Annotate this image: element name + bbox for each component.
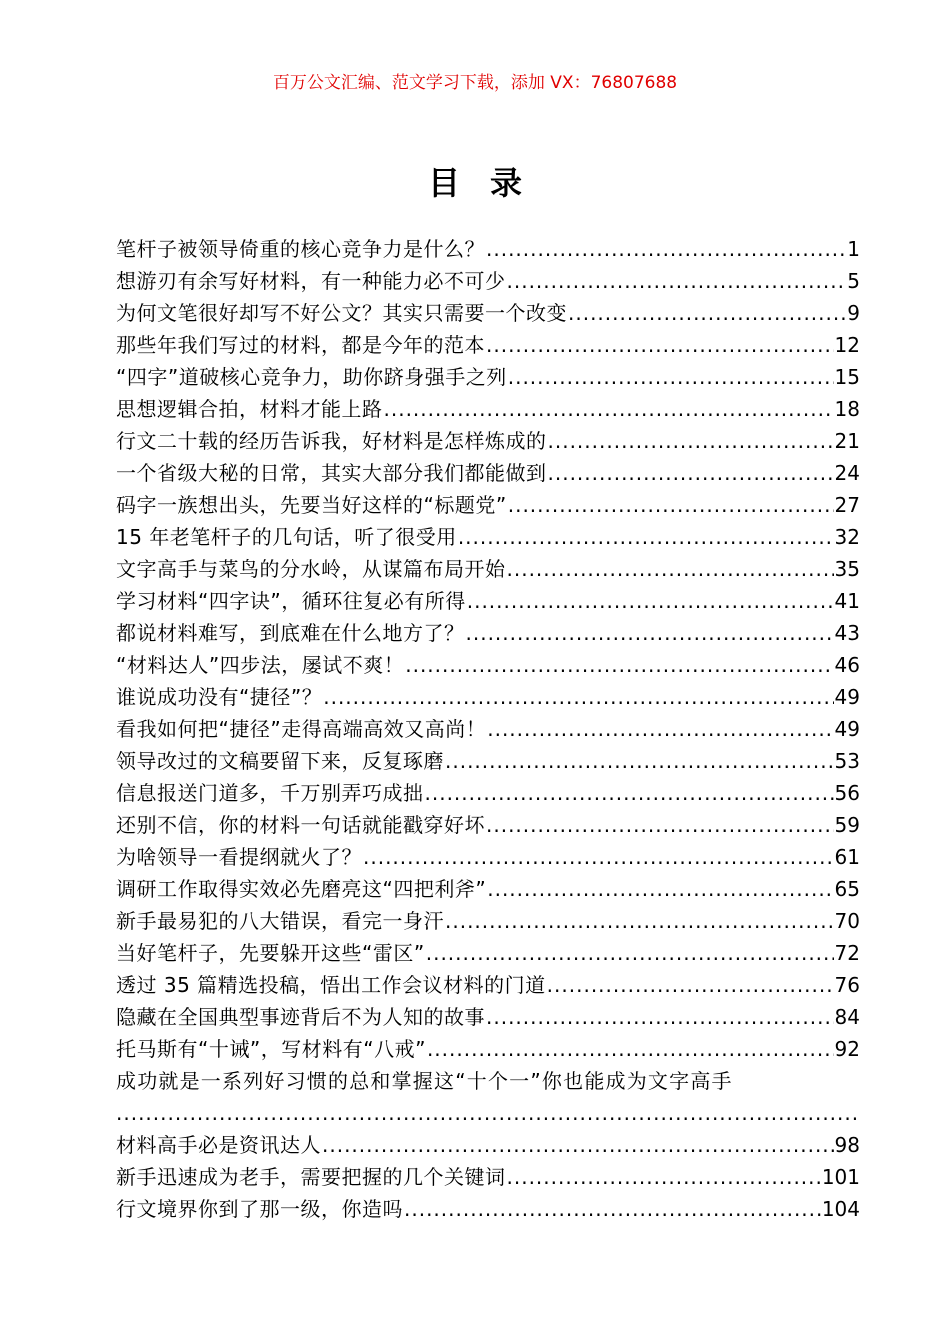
toc-entry-title: 透过 35 篇精选投稿，悟出工作会议材料的门道 (116, 973, 546, 997)
toc-entry-page-number: 9 (847, 301, 860, 325)
toc-leader-dots (384, 393, 834, 425)
toc-entry-page-number: 12 (834, 333, 860, 357)
table-of-contents (116, 233, 860, 1225)
toc-entry-title: 隐藏在全国典型事迹背后不为人知的故事 (116, 1005, 485, 1029)
toc-entry-title: “四字”道破核心竞争力，助你跻身强手之列 (116, 365, 507, 389)
toc-leader-dots (404, 1193, 821, 1225)
toc-entry-title: 看我如何把“捷径”走得高端高效又高尚！ (116, 717, 487, 741)
toc-leader-dots (547, 969, 834, 1001)
toc-entry[interactable] (116, 329, 860, 361)
toc-entry[interactable] (116, 681, 860, 713)
toc-entry[interactable] (116, 1129, 860, 1161)
toc-entry[interactable] (116, 585, 860, 617)
toc-entry[interactable] (116, 905, 860, 937)
toc-entry[interactable] (116, 777, 860, 809)
toc-leader-dots (486, 329, 834, 361)
toc-leader-dots (486, 233, 846, 265)
toc-entry-title: 思想逻辑合拍，材料才能上路 (116, 397, 383, 421)
toc-entry-page-number: 49 (834, 717, 860, 741)
toc-entry-page-number: 70 (834, 909, 860, 933)
toc-entry-page-number: 49 (834, 685, 860, 709)
toc-entry[interactable] (116, 649, 860, 681)
toc-entry[interactable] (116, 297, 860, 329)
toc-entry-page-number: 92 (834, 1037, 860, 1061)
toc-entry[interactable] (116, 425, 860, 457)
toc-entry-page-number: 35 (834, 557, 860, 581)
toc-entry-page-number: 1 (847, 237, 860, 261)
toc-entry-page-number: 65 (834, 877, 860, 901)
toc-entry-title: 笔杆子被领导倚重的核心竞争力是什么？ (116, 237, 485, 261)
page-title: 目录 (427, 164, 552, 202)
toc-entry-page-number: 101 (821, 1165, 860, 1189)
toc-leader-dots (405, 649, 833, 681)
toc-entry[interactable] (116, 457, 860, 489)
toc-leader-dots (507, 1161, 821, 1193)
toc-leader-dots (445, 745, 834, 777)
toc-leader-dots (458, 521, 834, 553)
toc-entry-page-number: 56 (834, 781, 860, 805)
toc-entry[interactable] (116, 1033, 860, 1065)
toc-entry-page-number: 32 (834, 525, 860, 549)
toc-entry-title: 行文二十载的经历告诉我，好材料是怎样炼成的 (116, 429, 547, 453)
toc-entry-page-number: 53 (834, 749, 860, 773)
toc-leader-dots (507, 553, 834, 585)
toc-leader-dots (445, 905, 834, 937)
toc-leader-dots (508, 361, 834, 393)
toc-leader-dots (548, 425, 834, 457)
toc-entry-title: 成功就是一系列好习惯的总和掌握这“十个一”你也能成为文字高手 (116, 1069, 733, 1093)
toc-entry[interactable] (116, 1065, 860, 1129)
toc-entry-title: 为何文笔很好却写不好公文？其实只需要一个改变 (116, 301, 567, 325)
toc-entry[interactable] (116, 617, 860, 649)
toc-leader-dots (323, 681, 833, 713)
toc-entry-title: 15 年老笔杆子的几句话，听了很受用 (116, 525, 457, 549)
toc-entry[interactable] (116, 1001, 860, 1033)
toc-entry-page-number: 76 (834, 973, 860, 997)
toc-entry[interactable] (116, 553, 860, 585)
toc-entry[interactable] (116, 1161, 860, 1193)
toc-entry-title: 谁说成功没有“捷径”？ (116, 685, 323, 709)
toc-entry-page-number: 21 (834, 429, 860, 453)
toc-entry-title: 信息报送门道多，千万别弄巧成拙 (116, 781, 424, 805)
toc-entry-page-number: 61 (834, 845, 860, 869)
toc-leader-dots (508, 489, 834, 521)
toc-entry-page-number: 98 (834, 1133, 860, 1157)
toc-entry-title: 想游刃有余写好材料，有一种能力必不可少 (116, 269, 506, 293)
toc-entry-title: 新手迅速成为老手，需要把握的几个关键词 (116, 1165, 506, 1189)
toc-leader-dots (487, 713, 833, 745)
toc-entry-title: 新手最易犯的八大错误，看完一身汗 (116, 909, 444, 933)
toc-entry-page-number: 84 (834, 1005, 860, 1029)
toc-leader-dots (427, 1033, 834, 1065)
toc-entry-title: 当好笔杆子，先要躲开这些“雷区” (116, 941, 425, 965)
toc-entry-title: 材料高手必是资讯达人 (116, 1133, 321, 1157)
toc-entry-title: 为啥领导一看提纲就火了？ (116, 845, 362, 869)
toc-leader-dots (507, 265, 847, 297)
toc-entry-page-number: 27 (834, 493, 860, 517)
toc-entry[interactable] (116, 841, 860, 873)
toc-entry[interactable] (116, 969, 860, 1001)
toc-entry-page-number: 59 (834, 813, 860, 837)
toc-entry-page-number: 15 (834, 365, 860, 389)
header-note: 百万公文汇编、范文学习下载，添加 VX：76807688 (272, 73, 678, 93)
toc-leader-dots (486, 809, 834, 841)
toc-entry-title: 都说材料难写，到底难在什么地方了？ (116, 621, 465, 645)
toc-entry-title: 文字高手与菜鸟的分水岭，从谋篇布局开始 (116, 557, 506, 581)
toc-entry-page-number: 24 (834, 461, 860, 485)
toc-entry[interactable] (116, 713, 860, 745)
toc-entry[interactable] (116, 233, 860, 265)
toc-entry[interactable] (116, 873, 860, 905)
toc-entry[interactable] (116, 809, 860, 841)
toc-entry-page-number: 41 (834, 589, 860, 613)
toc-entry-title: 行文境界你到了那一级，你造吗 (116, 1197, 403, 1221)
toc-leader-dots (116, 1097, 859, 1129)
toc-entry-title: 托马斯有“十诫”，写材料有“八戒” (116, 1037, 426, 1061)
toc-entry-title: 学习材料“四字诀”，循环往复必有所得 (116, 589, 466, 613)
toc-entry-page-number: 104 (821, 1197, 860, 1221)
toc-entry-page-number: 5 (847, 269, 860, 293)
toc-leader-dots (486, 1001, 834, 1033)
toc-entry[interactable] (116, 521, 860, 553)
toc-leader-dots (363, 841, 834, 873)
toc-leader-dots (322, 1129, 834, 1161)
toc-leader-dots (426, 937, 834, 969)
toc-entry-title: “材料达人”四步法，屡试不爽！ (116, 653, 405, 677)
toc-entry-page-number: 72 (834, 941, 860, 965)
toc-entry[interactable] (116, 489, 860, 521)
toc-entry[interactable] (116, 265, 860, 297)
toc-entry-title: 调研工作取得实效必先磨亮这“四把利斧” (116, 877, 487, 901)
toc-entry-page-number: 46 (834, 653, 860, 677)
toc-entry-page-number: 18 (834, 397, 860, 421)
toc-leader-dots (466, 617, 834, 649)
toc-entry-title: 还别不信，你的材料一句话就能戳穿好坏 (116, 813, 485, 837)
toc-entry[interactable] (116, 361, 860, 393)
toc-entry-page-number: 43 (834, 621, 860, 645)
toc-entry[interactable] (116, 393, 860, 425)
toc-entry[interactable] (116, 1193, 860, 1225)
toc-entry-title: 领导改过的文稿要留下来，反复琢磨 (116, 749, 444, 773)
toc-leader-dots (467, 585, 834, 617)
toc-entry[interactable] (116, 937, 860, 969)
toc-leader-dots (548, 457, 834, 489)
toc-leader-dots (487, 873, 833, 905)
toc-leader-dots (568, 297, 846, 329)
toc-leader-dots (425, 777, 834, 809)
toc-entry-title: 一个省级大秘的日常，其实大部分我们都能做到 (116, 461, 547, 485)
toc-entry-title: 那些年我们写过的材料，都是今年的范本 (116, 333, 485, 357)
toc-entry[interactable] (116, 745, 860, 777)
toc-entry-title: 码字一族想出头，先要当好这样的“标题党” (116, 493, 507, 517)
